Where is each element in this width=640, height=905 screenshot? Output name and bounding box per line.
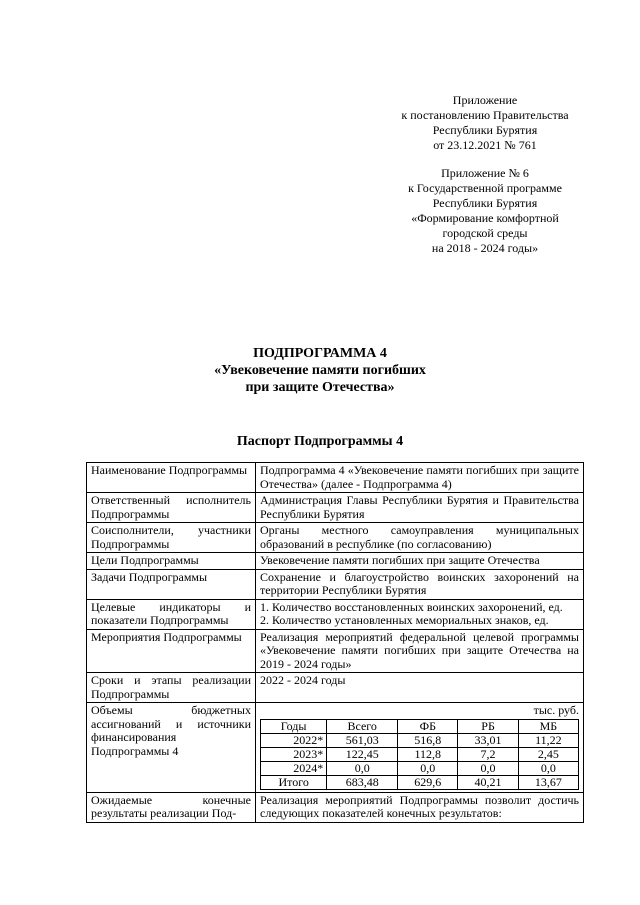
title-line: «Увековечение памяти погибших xyxy=(214,363,426,378)
row-label: Цели Подпрограммы xyxy=(87,553,256,570)
header-line: от 23.12.2021 № 761 xyxy=(433,138,537,152)
row-label: Ожидаемые конечные результаты реализации Под- xyxy=(87,792,256,822)
row-label: Задачи Подпрограммы xyxy=(87,569,256,599)
column-header: ФБ xyxy=(398,719,458,733)
budget-row xyxy=(261,747,579,761)
budget-row xyxy=(261,733,579,747)
budget-unit: тыс. руб. xyxy=(533,703,579,717)
budget-value: 0,0 xyxy=(518,761,578,775)
budget-value: 33,01 xyxy=(458,733,518,747)
table-row xyxy=(87,553,584,570)
table-row xyxy=(87,673,584,703)
header-line: к Государственной программе xyxy=(408,181,562,195)
budget-year: 2023* xyxy=(261,747,327,761)
passport-title: Паспорт Подпрограммы 4 xyxy=(236,434,404,449)
column-header: РБ xyxy=(458,719,518,733)
column-header: Годы xyxy=(261,719,327,733)
row-value: 2022 - 2024 годы xyxy=(256,673,584,703)
row-value: Увековечение памяти погибших при защите Отечества xyxy=(256,553,584,570)
budget-value: 7,2 xyxy=(458,747,518,761)
row-label: Соисполнители, участники Подпрограммы xyxy=(87,523,256,553)
budget-value: 561,03 xyxy=(327,733,398,747)
row-value: Реализация мероприятий Подпрограммы позволит достичь следующих показателей конечных результатов: xyxy=(256,792,584,822)
row-value: Администрация Главы Республики Бурятия и Правительства Республики Бурятия xyxy=(256,493,584,523)
row-label: Целевые индикаторы и показатели Подпрограммы xyxy=(87,599,256,629)
budget-value: 0,0 xyxy=(327,761,398,775)
budget-year: 2022* xyxy=(261,733,327,747)
budget-cell xyxy=(256,703,584,793)
budget-row xyxy=(261,775,579,789)
budget-table xyxy=(260,719,579,790)
row-value: Реализация мероприятий федеральной целевой программы «Увековечение памяти погибших при защите Отечества на 2019 - 2024 годы» xyxy=(256,629,584,673)
header-line: Приложение № 6 xyxy=(441,166,529,180)
row-label: Ответственный исполнитель Подпрограммы xyxy=(87,493,256,523)
column-header: МБ xyxy=(518,719,578,733)
header-line: Приложение xyxy=(452,93,518,107)
table-row xyxy=(87,463,584,493)
indicator-item: 2. Количество установленных мемориальных знаков, ед. xyxy=(260,613,549,627)
budget-value: 683,48 xyxy=(327,775,398,789)
indicators-list xyxy=(256,599,584,629)
table-row xyxy=(87,629,584,673)
budget-value: 11,22 xyxy=(518,733,578,747)
row-label: Мероприятия Подпрограммы xyxy=(87,629,256,673)
budget-value: 112,8 xyxy=(398,747,458,761)
header-line: Республики Бурятия xyxy=(432,196,538,210)
row-label: Наименование Подпрограммы xyxy=(87,463,256,493)
subprogram-title xyxy=(0,345,640,396)
row-label: Объемы бюджетных ассигнований и источники финансирования Подпрограммы 4 xyxy=(87,703,256,793)
budget-row xyxy=(261,761,579,775)
table-row xyxy=(87,792,584,822)
table-row xyxy=(87,703,584,793)
budget-value: 40,21 xyxy=(458,775,518,789)
budget-value: 0,0 xyxy=(458,761,518,775)
table-row xyxy=(87,523,584,553)
passport-table xyxy=(86,462,584,823)
table-row xyxy=(87,599,584,629)
column-header: Всего xyxy=(327,719,398,733)
table-row xyxy=(87,493,584,523)
header-line: городской среды xyxy=(442,226,528,240)
row-label: Сроки и этапы реализации Подпрограммы xyxy=(87,673,256,703)
header-line: «Формирование комфортной xyxy=(411,211,559,225)
row-value: Органы местного самоуправления муниципальных образований в республике (по согласованию) xyxy=(256,523,584,553)
budget-value: 2,45 xyxy=(518,747,578,761)
appendix-header xyxy=(360,166,610,256)
budget-value: 13,67 xyxy=(518,775,578,789)
row-value: Подпрограмма 4 «Увековечение памяти погибших при защите Отечества» (далее - Подпрограмма 4) xyxy=(256,463,584,493)
budget-value: 629,6 xyxy=(398,775,458,789)
indicator-item: 1. Количество восстановленных воинских захоронений, ед. xyxy=(260,599,563,614)
budget-value: 0,0 xyxy=(398,761,458,775)
budget-year: 2024* xyxy=(261,761,327,775)
header-line: к постановлению Правительства xyxy=(401,108,569,122)
budget-value: 516,8 xyxy=(398,733,458,747)
budget-value: 122,45 xyxy=(327,747,398,761)
title-line: ПОДПРОГРАММА 4 xyxy=(253,346,387,361)
header-line: на 2018 - 2024 годы» xyxy=(431,241,539,255)
table-row xyxy=(87,569,584,599)
title-line: при защите Отечества» xyxy=(245,380,395,395)
header-line: Республики Бурятия xyxy=(432,123,538,137)
approval-header xyxy=(360,93,610,153)
row-value: Сохранение и благоустройство воинских захоронений на территории Республики Бурятия xyxy=(256,569,584,599)
budget-year: Итого xyxy=(261,775,327,789)
budget-header-row xyxy=(261,719,579,733)
